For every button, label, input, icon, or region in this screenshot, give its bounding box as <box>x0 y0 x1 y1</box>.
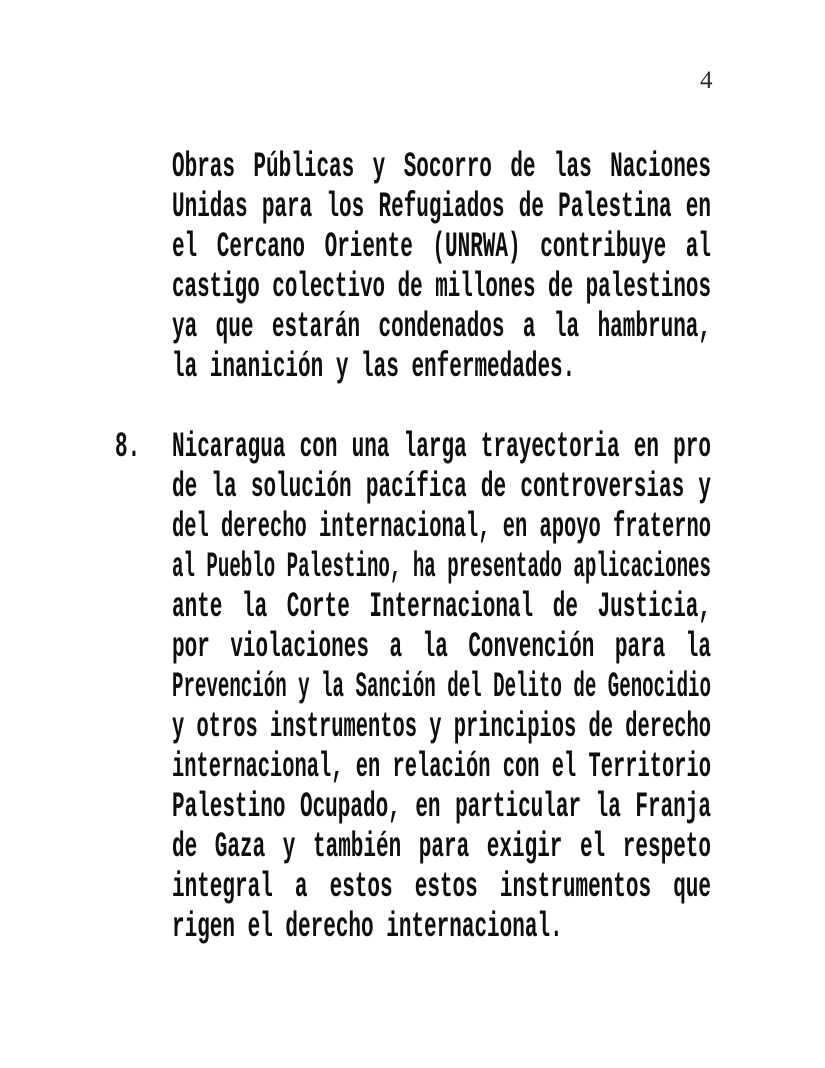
text-line-content: Prevención y la Sanción del Delito de Genocidio <box>172 667 711 707</box>
text-line-content: ya que estarán condenados a la hambruna, <box>172 307 712 347</box>
text-line <box>172 627 711 667</box>
text-line <box>172 907 711 947</box>
text-line-content: la inanición y las enfermedades. <box>172 347 576 387</box>
text-line <box>172 787 711 827</box>
text-line-content: de la solución pacífica de controversias y <box>172 467 711 507</box>
text-line-content: Unidas para los Refugiados de Palestina en <box>172 187 711 227</box>
text-line <box>172 507 711 547</box>
page-body <box>115 147 712 947</box>
text-line-content: por violaciones a la Convención para la <box>172 627 711 667</box>
text-line <box>172 307 711 347</box>
text-line <box>172 547 711 587</box>
text-line <box>172 227 711 267</box>
text-line <box>172 147 711 187</box>
text-line-content: Palestino Ocupado, en particular la Franja <box>172 787 711 827</box>
text-line-content: del derecho internacional, en apoyo fraterno <box>172 507 711 547</box>
text-line <box>172 747 711 787</box>
paragraph <box>172 147 711 387</box>
text-line-content: de Gaza y también para exigir el respeto <box>172 827 712 867</box>
text-line <box>172 707 711 747</box>
text-line-content: ante la Corte Internacional de Justicia, <box>172 587 712 627</box>
text-line <box>172 867 711 907</box>
text-line-content: al Pueblo Palestino, ha presentado aplicaciones <box>172 547 711 587</box>
text-line-content: y otros instrumentos y principios de derecho <box>172 707 711 747</box>
text-line-content: Nicaragua con una larga trayectoria en pro <box>172 427 711 467</box>
text-line <box>172 347 711 387</box>
list-item-number <box>115 427 157 467</box>
text-line <box>172 187 711 227</box>
text-line-content: castigo colectivo de millones de palestinos <box>172 267 711 307</box>
text-line <box>172 267 711 307</box>
text-line-content: internacional, en relación con el Territorio <box>172 747 711 787</box>
paragraph <box>115 427 712 947</box>
text-line <box>172 427 711 467</box>
text-line-content: rigen el derecho internacional. <box>172 907 563 947</box>
text-line <box>172 587 711 627</box>
page-number: 4 <box>700 67 713 94</box>
text-line <box>172 827 711 867</box>
text-line <box>172 467 711 507</box>
list-item-number-text: 8. <box>115 427 141 467</box>
text-line <box>172 667 711 707</box>
text-line-content: integral a estos estos instrumentos que <box>172 867 711 907</box>
text-line-content: el Cercano Oriente (UNRWA) contribuye al <box>172 227 712 267</box>
text-line-content: Obras Públicas y Socorro de las Naciones <box>172 147 712 187</box>
